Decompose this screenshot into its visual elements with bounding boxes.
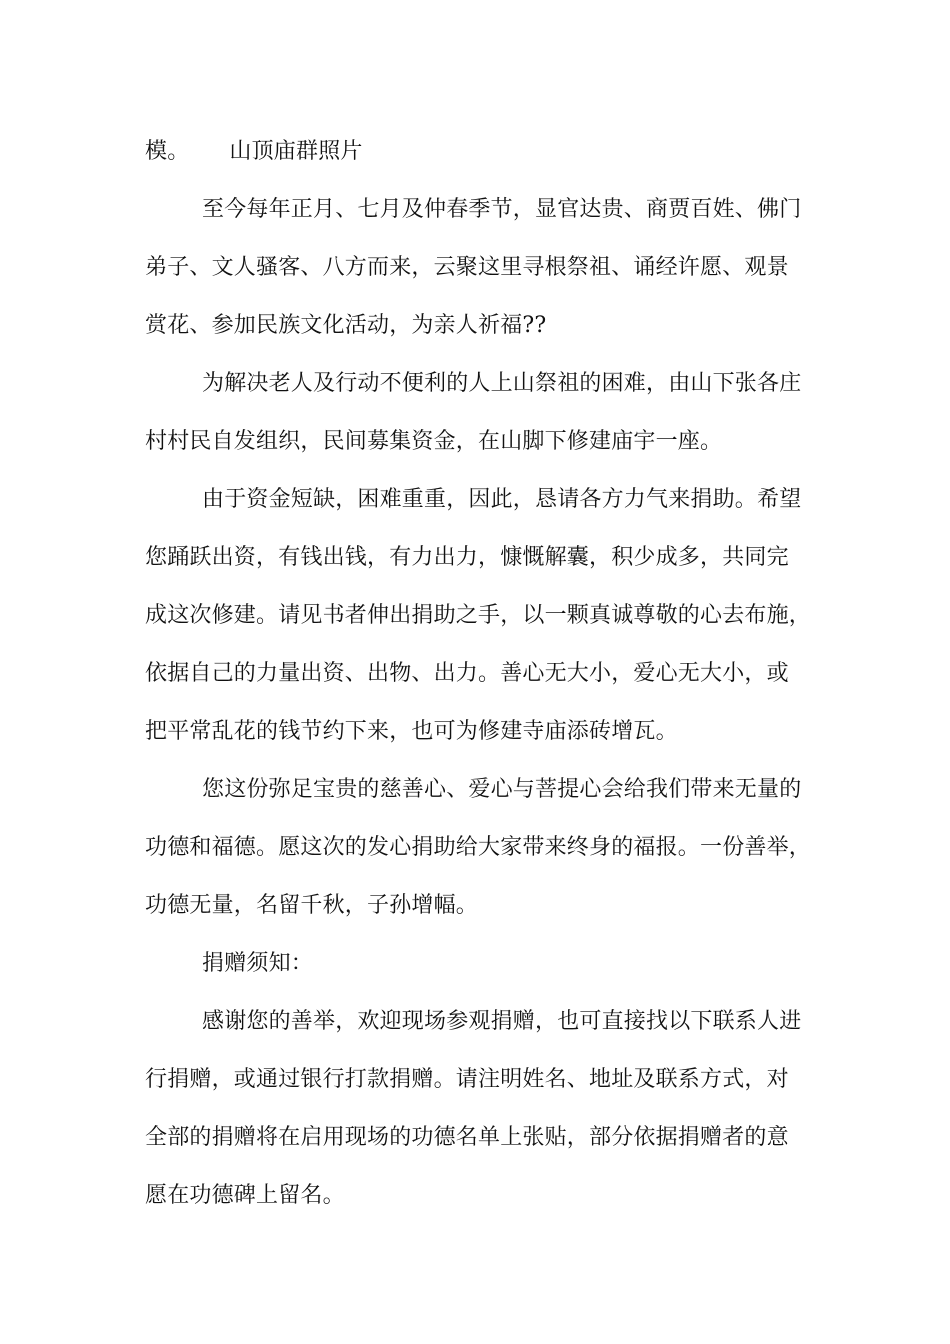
paragraph-line: 赏花、参加民族文化活动，为亲人祈福?? (145, 313, 547, 338)
paragraph-line: 成这次修建。请见书者伸出捐助之手，以一颗真诚尊敬的心去布施， (145, 603, 812, 628)
paragraph-4 (145, 768, 815, 942)
donation-notice-heading: 捐赠须知： (202, 951, 314, 976)
document-body (145, 130, 815, 1232)
paragraph-2 (145, 362, 815, 478)
paragraph-line: 行捐赠，或通过银行打款捐赠。请注明姓名、地址及联系方式，对 (145, 1067, 789, 1092)
paragraph-line: 您这份弥足宝贵的慈善心、爱心与菩提心会给我们带来无量的 (202, 777, 802, 802)
fragment-line (145, 130, 815, 188)
paragraph-line: 全部的捐赠将在启用现场的功德名单上张贴，部分依据捐赠者的意 (145, 1125, 789, 1150)
paragraph-line: 为解决老人及行动不便利的人上山祭祖的困难，由山下张各庄 (202, 371, 802, 396)
paragraph-line: 功德和福德。愿这次的发心捐助给大家带来终身的福报。一份善举， (145, 835, 812, 860)
paragraph-line: 弟子、文人骚客、八方而来，云聚这里寻根祭祖、诵经许愿、观景 (145, 255, 789, 280)
paragraph-line: 村村民自发组织，民间募集资金，在山脚下修建庙宇一座。 (145, 429, 723, 454)
paragraph-1 (145, 188, 815, 362)
donation-notice-heading-paragraph (145, 942, 815, 1000)
paragraph-line: 把平常乱花的钱节约下来，也可为修建寺庙添砖增瓦。 (145, 719, 678, 744)
photo-caption: 山顶庙群照片 (229, 139, 363, 164)
fragment-start-text: 模。 (145, 139, 190, 164)
paragraph-line: 功德无量，名留千秋，子孙增幅。 (145, 893, 479, 918)
paragraph-line: 感谢您的善举，欢迎现场参观捐赠，也可直接找以下联系人进 (202, 1009, 802, 1034)
paragraph-line: 依据自己的力量出资、出物、出力。善心无大小，爱心无大小，或 (145, 661, 789, 686)
paragraph-line: 至今每年正月、七月及仲春季节，显官达贵、商贾百姓、佛门 (202, 197, 802, 222)
paragraph-line: 愿在功德碑上留名。 (145, 1183, 345, 1208)
paragraph-6 (145, 1000, 815, 1232)
paragraph-line: 您踊跃出资，有钱出钱，有力出力，慷慨解囊，积少成多，共同完 (145, 545, 789, 570)
paragraph-line: 由于资金短缺，困难重重，因此，恳请各方力气来捐助。希望 (202, 487, 802, 512)
paragraph-3 (145, 478, 815, 768)
